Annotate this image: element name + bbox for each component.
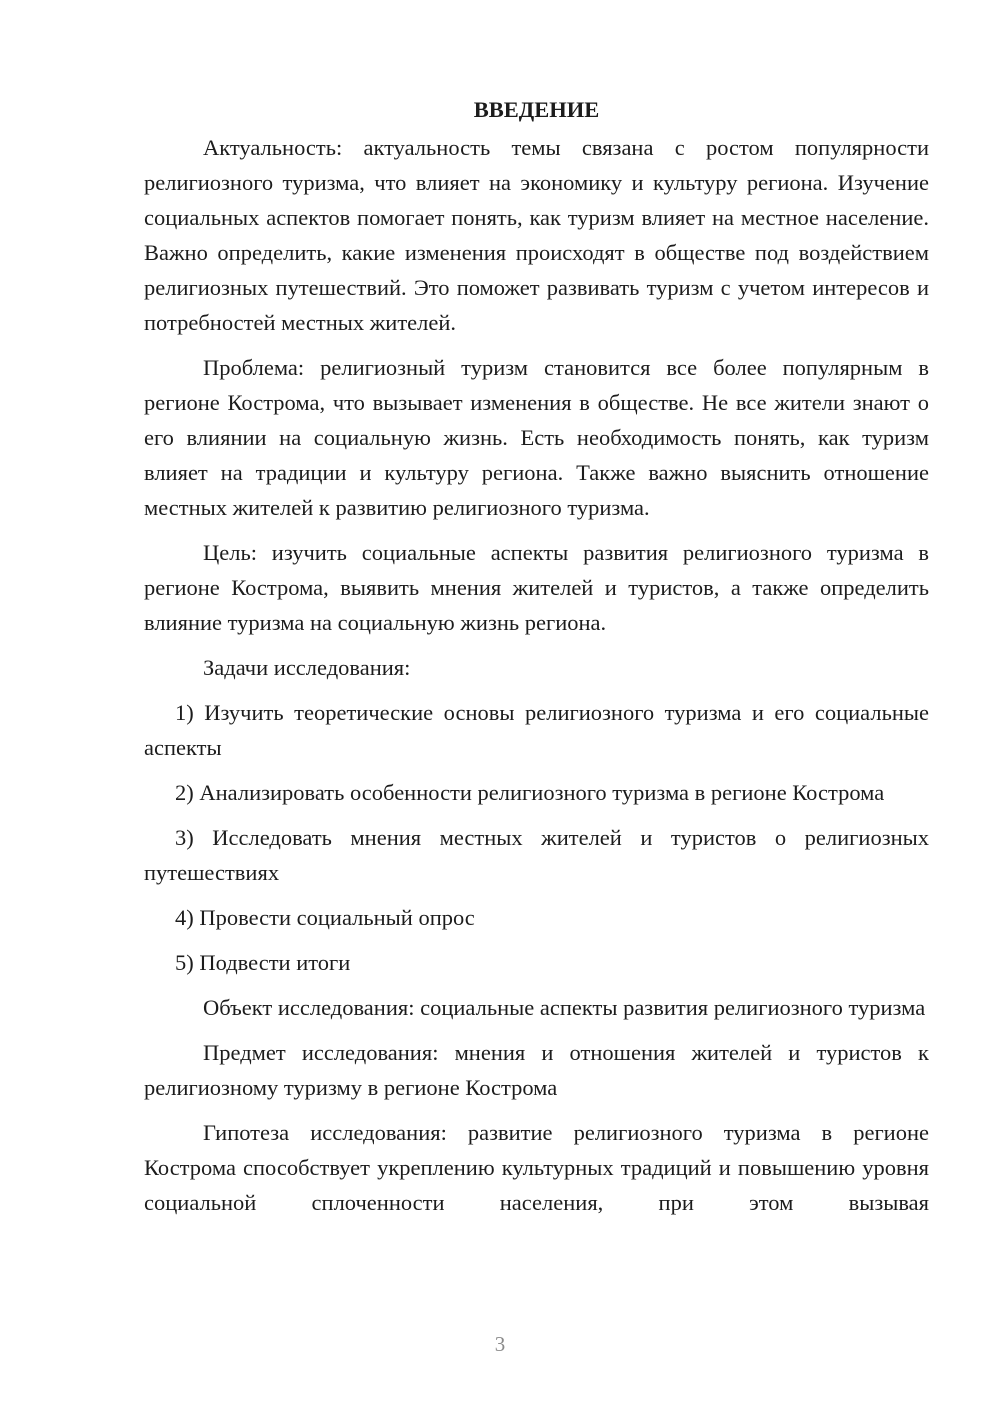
page-content	[144, 92, 929, 1220]
subject-paragraph: Предмет исследования: мнения и отношения жителей и туристов к религиозному туризму в регионе Кострома	[144, 1040, 929, 1100]
task-item-5: 5) Подвести итоги	[175, 950, 351, 975]
task-item-4: 4) Провести социальный опрос	[175, 905, 475, 930]
relevance-paragraph: Актуальность: актуальность темы связана с ростом популярности религиозного туризма, что влияет на экономику и культуру региона. Изучение социальных аспектов помогает понять, как туризм влияет на местное население. Важно определить, какие изменения происходят в обществе под воздействием религиозных путешествий. Это поможет развивать туризм с учетом интересов и потребностей местных жителей.	[144, 135, 929, 335]
page-number: 3	[494, 1332, 506, 1356]
section-heading: ВВЕДЕНИЕ	[473, 97, 600, 122]
task-item-3: 3) Исследовать мнения местных жителей и туристов о религиозных путешествиях	[144, 825, 929, 885]
hypothesis-paragraph: Гипотеза исследования: развитие религиозного туризма в регионе Кострома способствует укреплению культурных традиций и повышению уровня социальной сплоченности населения, при этом вызывая	[144, 1120, 929, 1215]
goal-paragraph: Цель: изучить социальные аспекты развития религиозного туризма в регионе Кострома, выявить мнения жителей и туристов, а также определить влияние туризма на социальную жизнь региона.	[144, 540, 929, 635]
problem-paragraph: Проблема: религиозный туризм становится все более популярным в регионе Кострома, что вызывает изменения в обществе. Не все жители знают о его влиянии на социальную жизнь. Есть необходимость понять, как туризм влияет на традиции и культуру региона. Также важно выяснить отношение местных жителей к развитию религиозного туризма.	[144, 355, 929, 520]
task-item-2: 2) Анализировать особенности религиозного туризма в регионе Кострома	[175, 780, 885, 805]
tasks-intro: Задачи исследования:	[203, 655, 411, 680]
task-item-1: 1) Изучить теоретические основы религиозного туризма и его социальные аспекты	[144, 700, 929, 760]
object-paragraph: Объект исследования: социальные аспекты развития религиозного туризма	[203, 995, 926, 1020]
